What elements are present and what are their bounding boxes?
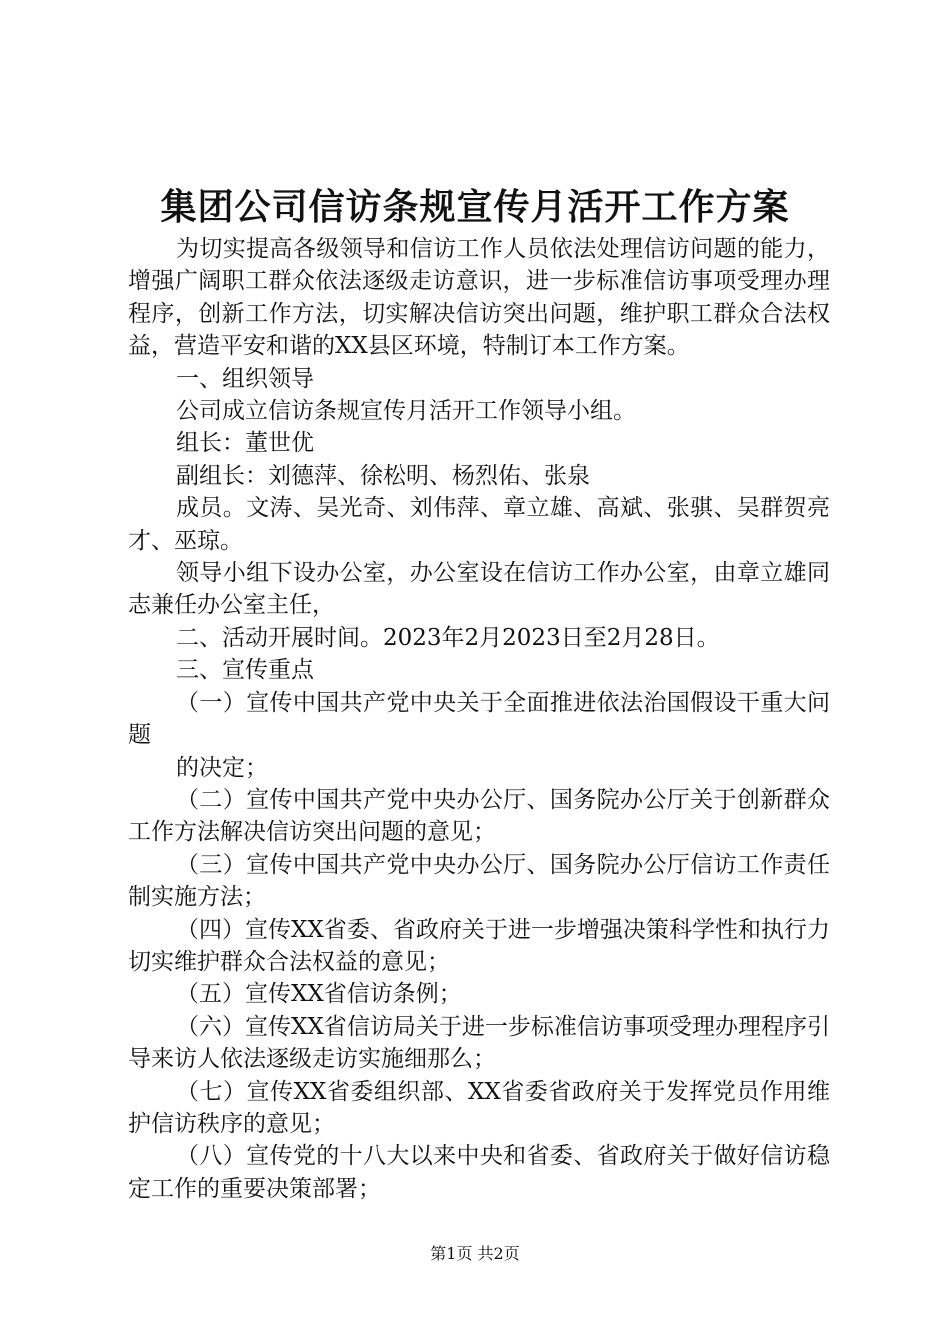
section-heading-organization: 一、组织领导 (176, 365, 314, 392)
focus-item-4: （四）宣传XX省委、省政府关于进一步增强决策科学性和执行力切实维护群众合法权益的意见； (128, 916, 830, 975)
document-title: 集团公司信访条规宣传月活开工作方案 (160, 187, 790, 228)
page-footer: 第1页 共2页 (430, 1244, 520, 1263)
focus-item-6: （六）宣传XX省信访局关于进一步标准信访事项受理办理程序引导来访人依法逐级走访实施细那么； (128, 1013, 830, 1073)
paragraph-group-leader: 组长：董世优 (176, 430, 314, 457)
paragraph-leading-group: 公司成立信访条规宣传月活开工作领导小组。 (176, 398, 636, 425)
paragraph-office: 领导小组下设办公室，办公室设在信访工作办公室，由章立雄同志兼任办公室主任， (128, 560, 830, 619)
focus-item-7: （七）宣传XX省委组织部、XX省委省政府关于发挥党员作用维护信访秩序的意见； (128, 1078, 830, 1137)
focus-item-3: （三）宣传中国共产党中央办公厅、国务院办公厅信访工作责任制实施方法； (128, 851, 830, 911)
focus-item-1-continued: 的决定； (176, 754, 268, 781)
focus-item-5: （五）宣传XX省信访条例； (176, 981, 462, 1008)
document-body (128, 233, 830, 1205)
intro-paragraph: 为切实提高各级领导和信访工作人员依法处理信访问题的能力，增强广阔职工群众依法逐级走访意识，进一步标准信访事项受理办理程序，创新工作方法，切实解决信访突出问题，维护职工群众合法权益，营造平安和谐的XX县区环境，特制订本工作方案。 (128, 236, 830, 360)
paragraph-deputy-leaders: 副组长：刘德萍、徐松明、杨烈佑、张泉 (176, 462, 590, 489)
paragraph-members: 成员。文涛、吴光奇、刘伟萍、章立雄、高斌、张骐、吴群贺亮才、巫琼。 (128, 495, 830, 554)
focus-item-1: （一）宣传中国共产党中央关于全面推进依法治国假设干重大问题 (128, 689, 830, 749)
focus-item-8: （八）宣传党的十八大以来中央和省委、省政府关于做好信访稳定工作的重要决策部署； (128, 1143, 830, 1202)
section-heading-focus: 三、宣传重点 (176, 657, 314, 684)
focus-item-2: （二）宣传中国共产党中央办公厅、国务院办公厅关于创新群众工作方法解决信访突出问题的意见； (128, 786, 830, 846)
section-heading-time: 二、活动开展时间。2023年2月2023日至2月28日。 (176, 624, 720, 651)
